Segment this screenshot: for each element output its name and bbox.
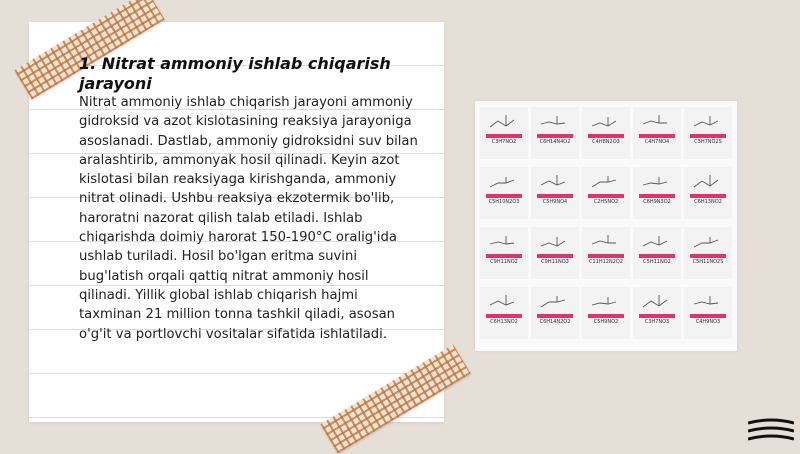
molecular-formula: C4H7NO4 xyxy=(644,139,670,145)
molecular-formula: C6H14N2O2 xyxy=(539,319,571,325)
molecule-tag xyxy=(537,134,573,138)
molecular-formula: C6H13NO2 xyxy=(490,319,518,325)
molecule-structure xyxy=(531,227,579,279)
molecule-tag xyxy=(690,254,726,258)
skeletal-formula-icon xyxy=(480,107,528,135)
molecule-structure xyxy=(480,287,528,339)
skeletal-formula-icon xyxy=(480,167,528,195)
skeletal-formula-icon xyxy=(633,167,681,195)
molecule-structure xyxy=(633,227,681,279)
skeletal-formula-icon xyxy=(582,167,630,195)
molecule-tag xyxy=(537,314,573,318)
molecule-tag xyxy=(486,314,522,318)
molecule-structure xyxy=(480,167,528,219)
molecule-structure xyxy=(684,167,732,219)
molecular-formula: C3H7NO2 xyxy=(491,139,517,145)
skeletal-formula-icon xyxy=(531,287,579,315)
molecule-tag xyxy=(690,134,726,138)
amino-acid-structures-image xyxy=(475,101,737,351)
molecule-structure xyxy=(531,167,579,219)
molecule-tag xyxy=(639,314,675,318)
molecular-formula: C3H7NO2S xyxy=(694,139,722,145)
skeletal-formula-icon xyxy=(633,107,681,135)
molecule-structure xyxy=(480,107,528,159)
skeletal-formula-icon xyxy=(531,227,579,255)
molecular-formula: C6H14N4O2 xyxy=(539,139,571,145)
molecule-structure xyxy=(531,107,579,159)
skeletal-formula-icon xyxy=(480,287,528,315)
molecule-tag xyxy=(486,134,522,138)
skeletal-formula-icon xyxy=(531,107,579,135)
decorative-lines xyxy=(748,418,794,446)
skeletal-formula-icon xyxy=(633,287,681,315)
molecule-structure xyxy=(582,227,630,279)
molecular-formula: C11H12N2O2 xyxy=(588,259,623,265)
skeletal-formula-icon xyxy=(480,227,528,255)
molecule-tag xyxy=(537,194,573,198)
molecule-structure xyxy=(684,227,732,279)
molecule-tag xyxy=(588,134,624,138)
skeletal-formula-icon xyxy=(582,227,630,255)
molecule-structure xyxy=(531,287,579,339)
molecular-formula: C3H7NO3 xyxy=(644,319,670,325)
molecule-tag xyxy=(537,254,573,258)
molecular-formula: C5H11NO2 xyxy=(643,259,671,265)
skeletal-formula-icon xyxy=(684,227,732,255)
molecule-tag xyxy=(486,194,522,198)
skeletal-formula-icon xyxy=(582,107,630,135)
molecule-tag xyxy=(690,314,726,318)
molecule-tag xyxy=(588,254,624,258)
molecule-structure xyxy=(633,107,681,159)
molecular-formula: C5H10N2O3 xyxy=(488,199,520,205)
molecule-tag xyxy=(588,194,624,198)
skeletal-formula-icon xyxy=(531,167,579,195)
molecule-tag xyxy=(639,254,675,258)
slide-title: 1. Nitrat ammoniy ishlab chiqarish jarayoni xyxy=(79,54,391,93)
slide-body-text: Nitrat ammoniy ishlab chiqarish jarayoni ammoniy gidroksid va azot kislotasining reaksiya jarayoniga asoslanadi. Dastlab, ammoniy gidroksidni suv bilan aralashtirib, ammonyak hosil qilinadi. Keyin azot kislotasi bilan reaksiyaga kirishganda, ammoniy nitrat olinadi. Ushbu reaksiya ekzotermik bo'lib, haroratni nazorat qilish talab etiladi. Ishlab chiqarishda doimiy harorat 150-190°C oralig'ida ushlab turiladi. Hosil bo'lgan eritma suvini bug'latish orqali qattiq nitrat ammoniy hosil qilinadi. Yillik global ishlab chiqarish hajmi taxminan 21 million tonna tashkil qiladi, asosan o'g'it va portlovchi vositalar sifatida ishlatiladi. xyxy=(79,95,418,342)
molecule-structure xyxy=(633,167,681,219)
molecule-structure xyxy=(582,107,630,159)
molecule-structure xyxy=(582,287,630,339)
molecular-formula: C6H13NO2 xyxy=(694,199,722,205)
skeletal-formula-icon xyxy=(684,107,732,135)
skeletal-formula-icon xyxy=(684,167,732,195)
molecule-tag xyxy=(690,194,726,198)
molecular-formula: C4H9NO3 xyxy=(695,319,721,325)
molecule-structure xyxy=(633,287,681,339)
skeletal-formula-icon xyxy=(633,227,681,255)
molecular-formula: C9H11NO2 xyxy=(490,259,518,265)
skeletal-formula-icon xyxy=(684,287,732,315)
molecule-tag xyxy=(639,194,675,198)
molecule-tag xyxy=(639,134,675,138)
molecular-formula: C6H9N3O2 xyxy=(643,199,671,205)
molecule-structure xyxy=(582,167,630,219)
molecular-formula: C5H9NO4 xyxy=(542,199,568,205)
skeletal-formula-icon xyxy=(582,287,630,315)
molecular-formula: C5H9NO2 xyxy=(593,319,619,325)
molecular-formula: C5H11NO2S xyxy=(692,259,724,265)
molecular-formula: C2H5NO2 xyxy=(593,199,619,205)
molecular-formula: C4H8N2O3 xyxy=(592,139,620,145)
molecule-structure xyxy=(684,287,732,339)
molecule-structure xyxy=(480,227,528,279)
molecule-tag xyxy=(588,314,624,318)
molecular-formula: C9H11NO3 xyxy=(541,259,569,265)
molecule-tag xyxy=(486,254,522,258)
molecule-structure xyxy=(684,107,732,159)
